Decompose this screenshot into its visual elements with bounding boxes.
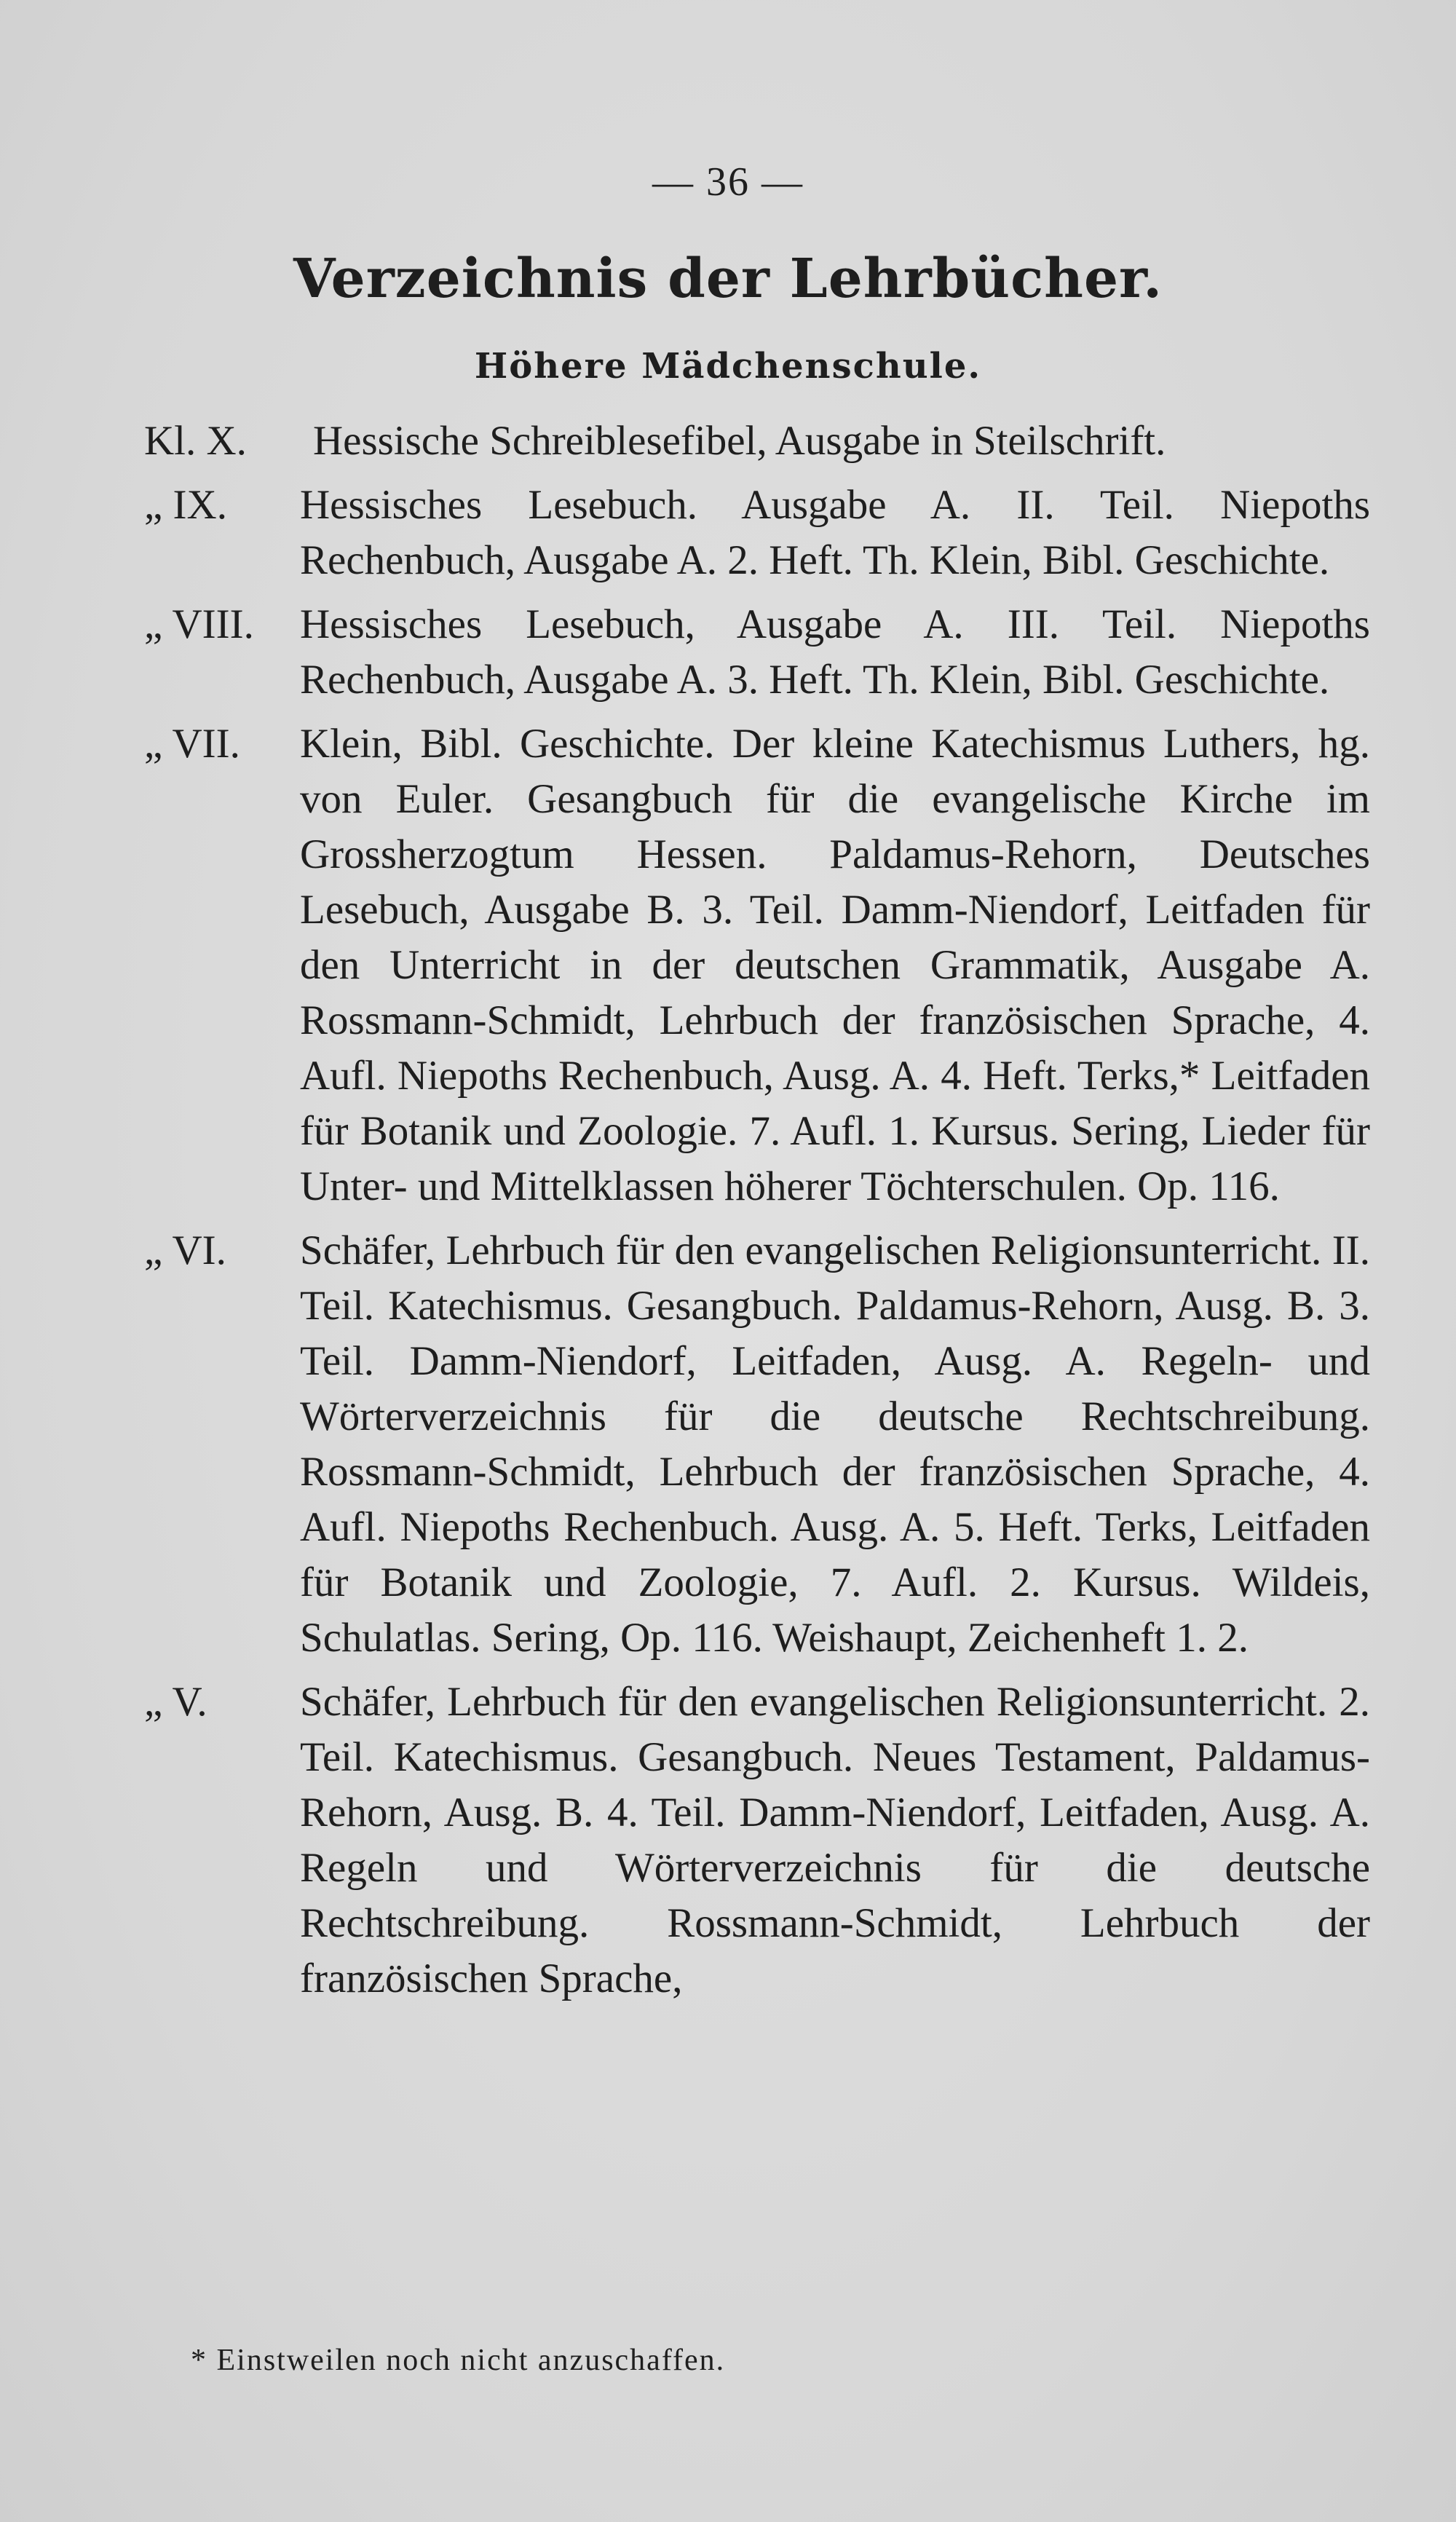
entry-text: Hessisches Lesebuch, Ausgabe A. III. Teil. Niepoths Rechenbuch, Ausgabe A. 3. Heft. Th. Klein, Bibl. Geschichte. <box>300 601 1370 703</box>
class-label: „ VII. <box>144 721 240 767</box>
list-item <box>0 1675 1456 2007</box>
list-item <box>0 1223 1456 1666</box>
class-label: „ VI. <box>144 1228 226 1273</box>
entry-text: Schäfer, Lehrbuch für den evangelischen Religionsunterricht. 2. Teil. Katechismus. Gesangbuch. Neues Testament, Paldamus-Rehorn, Ausg. B. 4. Teil. Damm-Niendorf, Leitfaden, Ausg. A. Regeln und Wörterverzeichnis für die deutsche Rechtschreibung. Rossmann-Schmidt, Lehrbuch der französischen Sprache, <box>300 1679 1370 2001</box>
textbook-list <box>0 414 1456 2015</box>
entry-text: Hessisches Lesebuch. Ausgabe A. II. Teil. Niepoths Rechenbuch, Ausgabe A. 2. Heft. Th. Klein, Bibl. Geschichte. <box>300 482 1370 583</box>
class-label: „ VIII. <box>144 601 254 647</box>
entry-text: Schäfer, Lehrbuch für den evangelischen Religionsunterricht. II. Teil. Katechismus. Gesangbuch. Paldamus-Rehorn, Ausg. B. 3. Teil. Damm-Niendorf, Leitfaden, Ausg. A. Regeln- und Wörterverzeichnis für die deutsche Rechtschreibung. Rossmann-Schmidt, Lehrbuch der französischen Sprache, 4. Aufl. Niepoths Rechenbuch. Ausg. A. 5. Heft. Terks, Leitfaden für Botanik und Zoologie, 7. Aufl. 2. Kursus. Wildeis, Schulatlas. Sering, Op. 116. Weishaupt, Zeichenheft 1. 2. <box>300 1228 1370 1661</box>
entry-text: Hessische Schreiblesefibel, Ausgabe in Steilschrift. <box>313 418 1166 464</box>
class-label: „ IX. <box>144 482 227 528</box>
list-item <box>0 716 1456 1214</box>
class-label: „ V. <box>144 1679 207 1725</box>
entry-text: Klein, Bibl. Geschichte. Der kleine Katechismus Luthers, hg. von Euler. Gesangbuch für die evangelische Kirche im Grossherzogtum Hessen. Paldamus-Rehorn, Deutsches Lesebuch, Ausgabe B. 3. Teil. Damm-Niendorf, Leitfaden für den Unterricht in der deutschen Grammatik, Ausgabe A. Rossmann-Schmidt, Lehrbuch der französischen Sprache, 4. Aufl. Niepoths Rechenbuch, Ausg. A. 4. Heft. Terks,* Leitfaden für Botanik und Zoologie. 7. Aufl. 1. Kursus. Sering, Lieder für Unter- und Mittelklassen höherer Töchterschulen. Op. 116. <box>300 721 1370 1209</box>
footnote: * Einstweilen noch nicht anzuschaffen. <box>191 2344 726 2377</box>
class-label: Kl. X. <box>144 418 247 464</box>
list-item <box>0 478 1456 588</box>
list-item <box>0 414 1456 469</box>
page-title: Verzeichnis der Lehrbücher. <box>293 248 1163 310</box>
page-number: — 36 — <box>652 159 804 205</box>
page-subtitle: Höhere Mädchenschule. <box>474 346 982 387</box>
list-item <box>0 597 1456 708</box>
